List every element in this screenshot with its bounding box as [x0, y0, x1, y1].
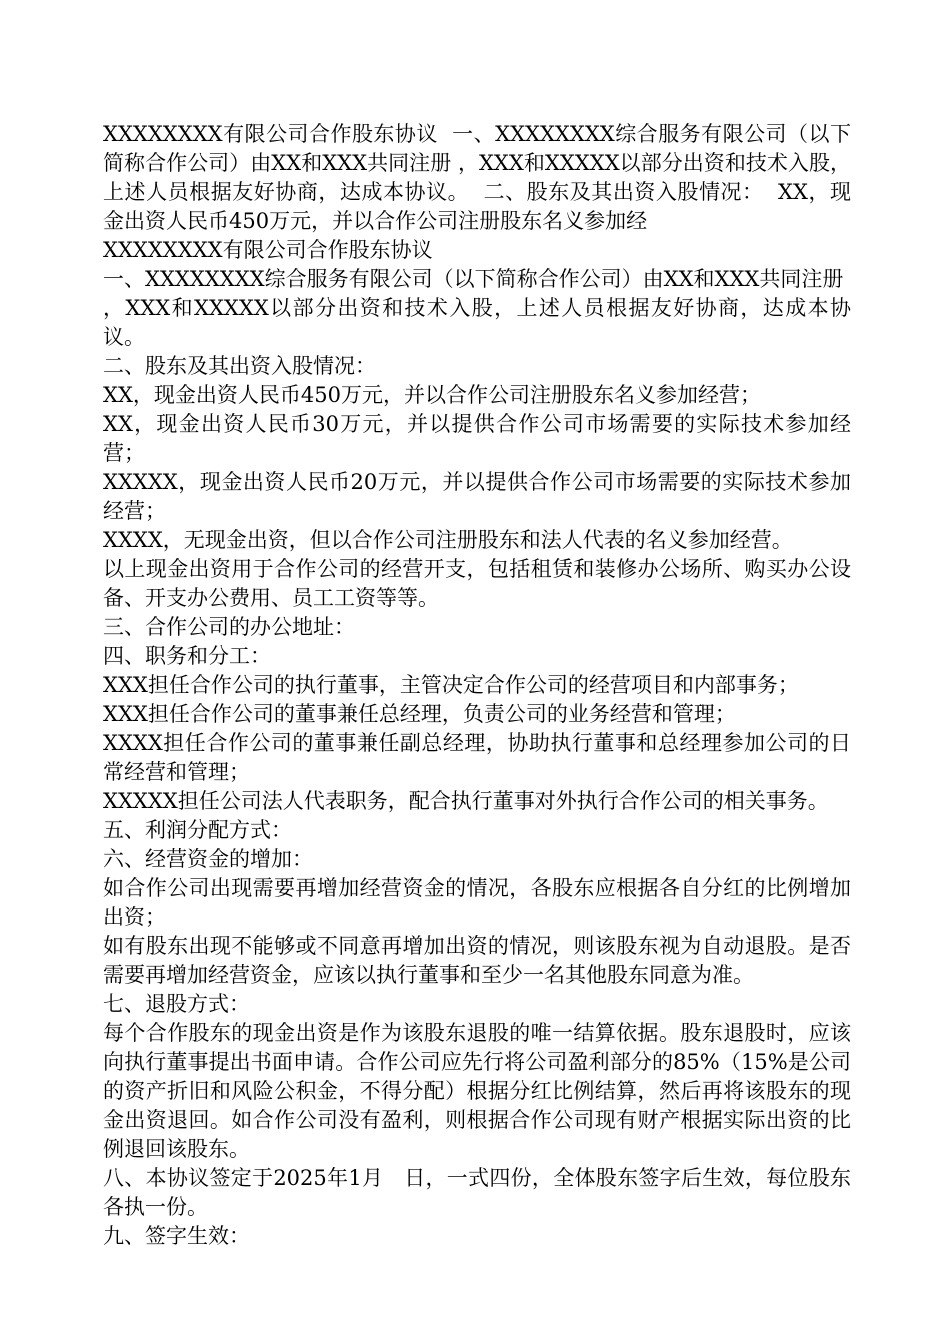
withdrawal-condition-paragraph: 如有股东出现不能够或不同意再增加出资的情况，则该股东视为自动退股。是否需要再增加经营资金，应该以执行董事和至少一名其他股东同意为准。 [103, 934, 851, 987]
clause-9-heading: 九、签字生效： [103, 1224, 250, 1248]
duty-1-item: XXX担任合作公司的执行董事，主管决定合作公司的经营项目和内部事务； [103, 673, 799, 697]
document-title: XXXXXXXX有限公司合作股东协议 [103, 238, 433, 262]
clause-5-heading: 五、利润分配方式： [103, 818, 292, 842]
document-body [103, 120, 851, 1251]
clause-3-heading: 三、合作公司的办公地址： [103, 615, 355, 639]
shareholder-1-item: XX，现金出资人民币450万元，并以合作公司注册股东名义参加经营； [103, 383, 761, 407]
duty-4-item: XXXXX担任公司法人代表职务，配合执行董事对外执行合作公司的相关事务。 [103, 789, 829, 813]
duty-2-item: XXX担任合作公司的董事兼任总经理，负责公司的业务经营和管理； [103, 702, 736, 726]
shareholder-4-item: XXXX，无现金出资，但以合作公司注册股东和法人代表的名义参加经营。 [103, 528, 793, 552]
clause-2-heading: 二、股东及其出资入股情况： [103, 354, 376, 378]
summary-paragraph: XXXXXXXX有限公司合作股东协议 一、XXXXXXXX综合服务有限公司（以下简称合作公司）由XX和XXX共同注册 ，XXX和XXXXX以部分出资和技术入股，上述人员根据友好协商，达成本协议。 二、股东及其出资入股情况： XX，现金出资人民币450万元，并以合作公司注册股东名义参加经 [103, 122, 851, 233]
capital-increase-paragraph: 如合作公司出现需要再增加经营资金的情况，各股东应根据各自分红的比例增加出资； [103, 876, 851, 929]
clause-8-paragraph: 八、本协议签定于2025年1月 日，一式四份，全体股东签字后生效，每位股东各执一份。 [103, 1166, 851, 1219]
withdrawal-method-paragraph: 每个合作股东的现金出资是作为该股东退股的唯一结算依据。股东退股时，应该向执行董事提出书面申请。合作公司应先行将公司盈利部分的85%（15%是公司的资产折旧和风险公积金，不得分配）根据分红比例结算，然后再将该股东的现金出资退回。如合作公司没有盈利，则根据合作公司现有财产根据实际出资的比例退回该股东。 [103, 1021, 851, 1161]
clause-4-heading: 四、职务和分工： [103, 644, 271, 668]
shareholder-3-item: XXXXX，现金出资人民币20万元，并以提供合作公司市场需要的实际技术参加经营； [103, 470, 851, 523]
clause-7-heading: 七、退股方式： [103, 992, 250, 1016]
capital-usage-paragraph: 以上现金出资用于合作公司的经营开支，包括租赁和装修办公场所、购买办公设备、开支办公费用、员工工资等等。 [103, 557, 851, 610]
shareholder-2-item: XX，现金出资人民币30万元，并以提供合作公司市场需要的实际技术参加经营； [103, 412, 851, 465]
clause-1: 一、XXXXXXXX综合服务有限公司（以下简称合作公司）由XX和XXX共同注册 [103, 267, 844, 291]
clause-1-continued: ，XXX和XXXXX以部分出资和技术入股，上述人员根据友好协商，达成本协议。 [103, 296, 851, 349]
duty-3-item: XXXX担任合作公司的董事兼任副总经理，协助执行董事和总经理参加公司的日常经营和管理； [103, 731, 851, 784]
clause-6-heading: 六、经营资金的增加： [103, 847, 313, 871]
